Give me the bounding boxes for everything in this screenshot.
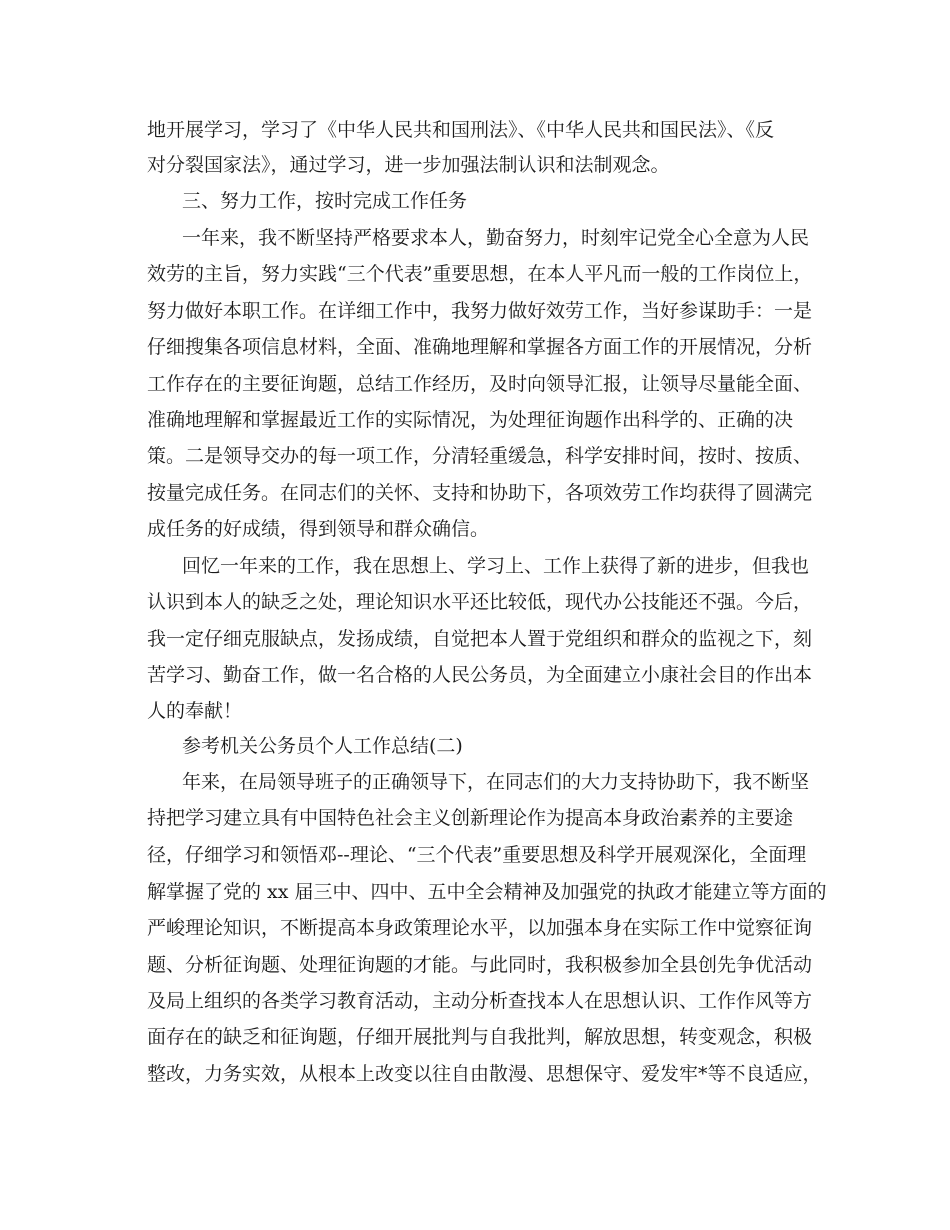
text-line: 我一定仔细克服缺点，发扬成绩，自觉把本人置于党组织和群众的监视之下，刻: [147, 628, 813, 650]
text-line: 题、分析征询题、处理征询题的才能。与此同时，我积极参加全县创先争优活动: [147, 954, 813, 976]
text-line: 解掌握了党的 xx 届三中、四中、五中全会精神及加强党的执政才能建立等方面的: [147, 881, 827, 903]
text-line: 持把学习建立具有中国特色社会主义创新理论作为提高本身政治素养的主要途: [147, 807, 794, 829]
text-line: 回忆一年来的工作，我在思想上、学习上、工作上获得了新的进步，但我也: [182, 555, 810, 577]
text-line: 面存在的缺乏和征询题，仔细开展批判与自我批判，解放思想，转变观念，积极: [147, 1026, 813, 1048]
text-line: 及局上组织的各类学习教育活动，主动分析查找本人在思想认识、工作作风等方: [147, 990, 813, 1012]
text-line: 整改，力务实效，从根本上改变以往自由散漫、思想保守、爱发牢*等不良适应，: [147, 1063, 822, 1085]
text-line: 按量完成任务。在同志们的关怀、支持和协助下，各项效劳工作均获得了圆满完: [147, 482, 813, 504]
text-line: 对分裂国家法》，通过学习，进一步加强法制认识和法制观念。: [147, 154, 670, 176]
text-line: 策。二是领导交办的每一项工作，分清轻重缓急，科学安排时间，按时、按质、: [147, 445, 813, 467]
text-line: 准确地理解和掌握最近工作的实际情况，为处理征询题作出科学的、正确的决: [147, 409, 794, 431]
text-line: 效劳的主旨，努力实践“三个代表”重要思想，在本人平凡而一般的工作岗位上，: [147, 263, 813, 285]
text-line: 严峻理论知识，不断提高本身政策理论水平，以加强本身在实际工作中觉察征询: [147, 917, 813, 939]
text-line: 成任务的好成绩，得到领导和群众确信。: [147, 518, 490, 540]
text-line: 工作存在的主要征询题，总结工作经历，及时向领导汇报，让领导尽量能全面、: [147, 373, 813, 395]
text-line: 仔细搜集各项信息材料，全面、准确地理解和掌握各方面工作的开展情况，分析: [147, 336, 813, 358]
text-line: 认识到本人的缺乏之处，理论知识水平还比较低，现代办公技能还不强。今后，: [147, 591, 813, 613]
section-heading: 参考机关公务员个人工作总结(二): [182, 735, 463, 757]
text-line: 年来，在局领导班子的正确领导下，在同志们的大力支持协助下，我不断坚: [182, 771, 810, 793]
text-line: 一年来，我不断坚持严格要求本人，勤奋努力，时刻牢记党全心全意为人民: [182, 227, 810, 249]
text-line: 径，仔细学习和领悟邓--理论、“三个代表”重要思想及科学开展观深化，全面理: [147, 844, 807, 866]
text-line: 苦学习、勤奋工作，做一名合格的人民公务员，为全面建立小康社会目的作出本: [147, 664, 813, 686]
text-line: 努力做好本职工作。在详细工作中，我努力做好效劳工作，当好参谋助手：一是: [147, 300, 813, 322]
text-line: 人的奉献！: [147, 700, 243, 722]
section-heading: 三、努力工作，按时完成工作任务: [182, 190, 468, 212]
text-line: 地开展学习，学习了《中华人民共和国刑法》、《中华人民共和国民法》、《反: [147, 119, 775, 141]
